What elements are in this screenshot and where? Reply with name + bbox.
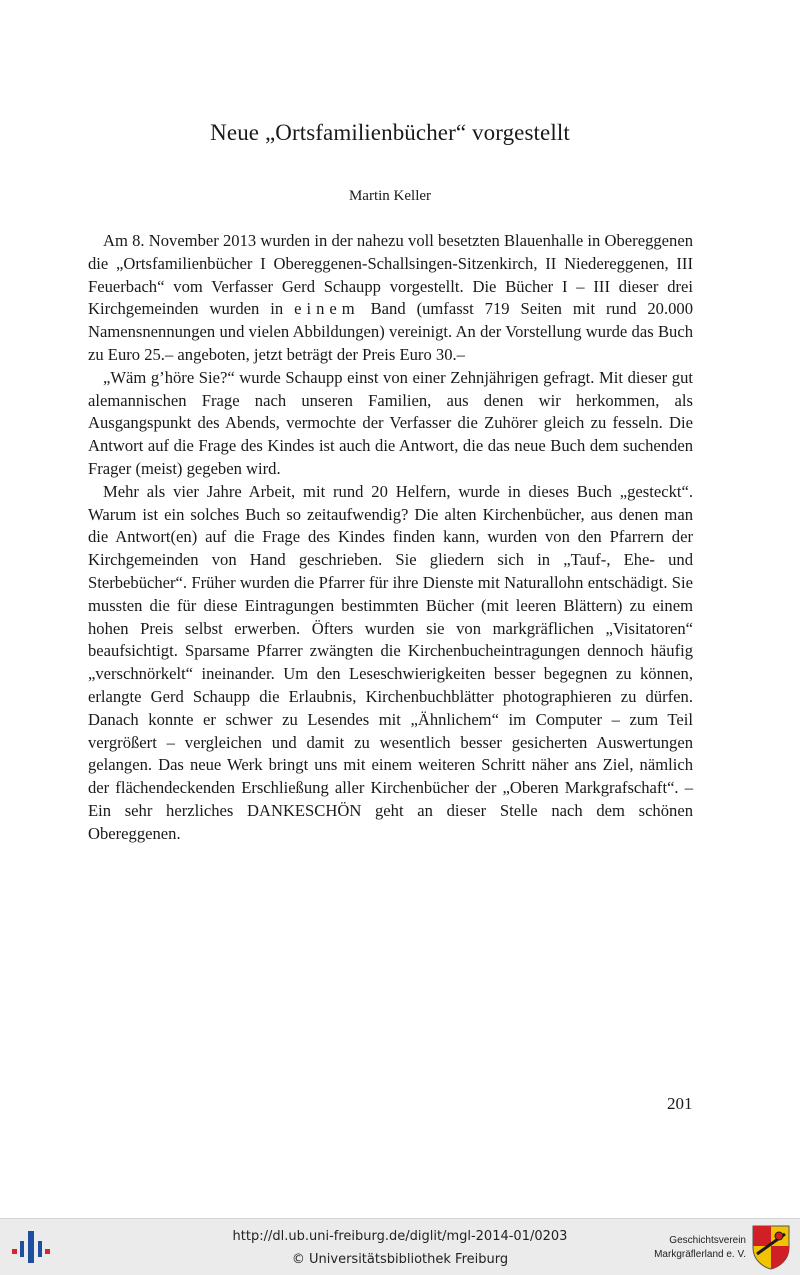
emphasized-word: einem [294, 299, 360, 319]
publisher-line-2: Markgräflerland e. V. [654, 1249, 746, 1260]
university-library-logo-icon[interactable] [12, 1227, 52, 1267]
footer-bar [0, 1218, 800, 1275]
paragraph-1 [88, 230, 693, 367]
article-body [88, 230, 693, 846]
publisher-name [612, 1234, 746, 1262]
publisher-line-1: Geschichtsverein [669, 1235, 746, 1246]
paragraph-3: Mehr als vier Jahre Arbeit, mit rund 20 Helfern, wurde in dieses Buch „gesteckt“. Warum ist ein solches Buch so zeitaufwendig? Die alten Kirchenbücher, aus denen man die Antwort(en) auf die Frage des Kindes finden kann, wurden von den Pfarrern der Kirchgemeinden von Hand geschrieben. Sie gliedern sich in „Tauf-, Ehe- und Sterbebücher“. Früher wurden die Pfarrer für ihre Dienste mit Naturallohn entschädigt. Sie mussten die für diese Eintragungen bestimmten Bücher (mit leeren Blättern) zu einem hohen Preis selbst erwerben. Öfters wurden sie von markgräflichen „Visitatoren“ beaufsichtigt. Sparsame Pfarrer zwängten die Kirchenbucheintragungen dennoch häufig „verschnörkelt“ ineinander. Um den Leseschwierigkeiten besser begegnen zu können, erlangte Gerd Schaupp die Erlaubnis, Kirchenbuchblätter photographieren zu dürfen. Danach konnte er schwer zu Lesendes mit „Ähnlichem“ im Computer – zum Teil vergrößert – vergleichen und damit zu wesentlich besser gesicherten Auswertungen gelangen. Das neue Werk bringt uns mit einem weiteren Schritt näher ans Ziel, nämlich der flächendeckenden Erschließung aller Kirchenbücher der „Oberen Markgrafschaft“. – Ein sehr herzliches DANKESCHÖN geht an dieser Stelle nach dem schönen Obereggenen. [88, 481, 693, 843]
paragraph-1-text-b: Band (umfasst 719 Seiten mit rund 20.000 Namensnennungen und vielen Abbildungen) vereinigt. An der Vorstellung wurde das Buch zu Euro 25.– angeboten, jetzt beträgt der Preis Euro 30.– [88, 299, 694, 364]
paragraph-1-text-a: Am 8. November 2013 wurden in der nahezu voll besetzten Blauenhalle in Obereggenen die „Ortsfamilienbücher I Obereggenen-Schallsingen-Sitzenkirch, II Niedereggenen, III Feuerbach“ vom Verfasser Gerd Schaupp vorgestellt. Die Bücher I – III dieser drei Kirchgemeinden wurden in [88, 231, 693, 319]
paragraph-2: „Wäm g’höre Sie?“ wurde Schaupp einst von einer Zehnjährigen gefragt. Mit dieser gut alemannischen Frage nach unseren Familien, aus denen wir herkommen, als Ausgangspunkt des Abends, vermochte der Verfasser die Zuhörer gleich zu fesseln. Die Antwort auf die Frage des Kindes ist auch die Antwort, die das neue Buch dem suchenden Frager (meist) gegeben wird. [88, 367, 693, 478]
copyright-text: © Universitätsbibliothek Freiburg [291, 1252, 509, 1267]
page-number: 201 [667, 1094, 693, 1113]
coat-of-arms-icon [751, 1224, 791, 1270]
article-title: Neue „Ortsfamilienbücher“ vorgestellt [210, 120, 570, 145]
article-author: Martin Keller [348, 188, 432, 204]
source-url-link[interactable]: http://dl.ub.uni-freiburg.de/diglit/mgl-2014-01/0203 [232, 1229, 568, 1244]
